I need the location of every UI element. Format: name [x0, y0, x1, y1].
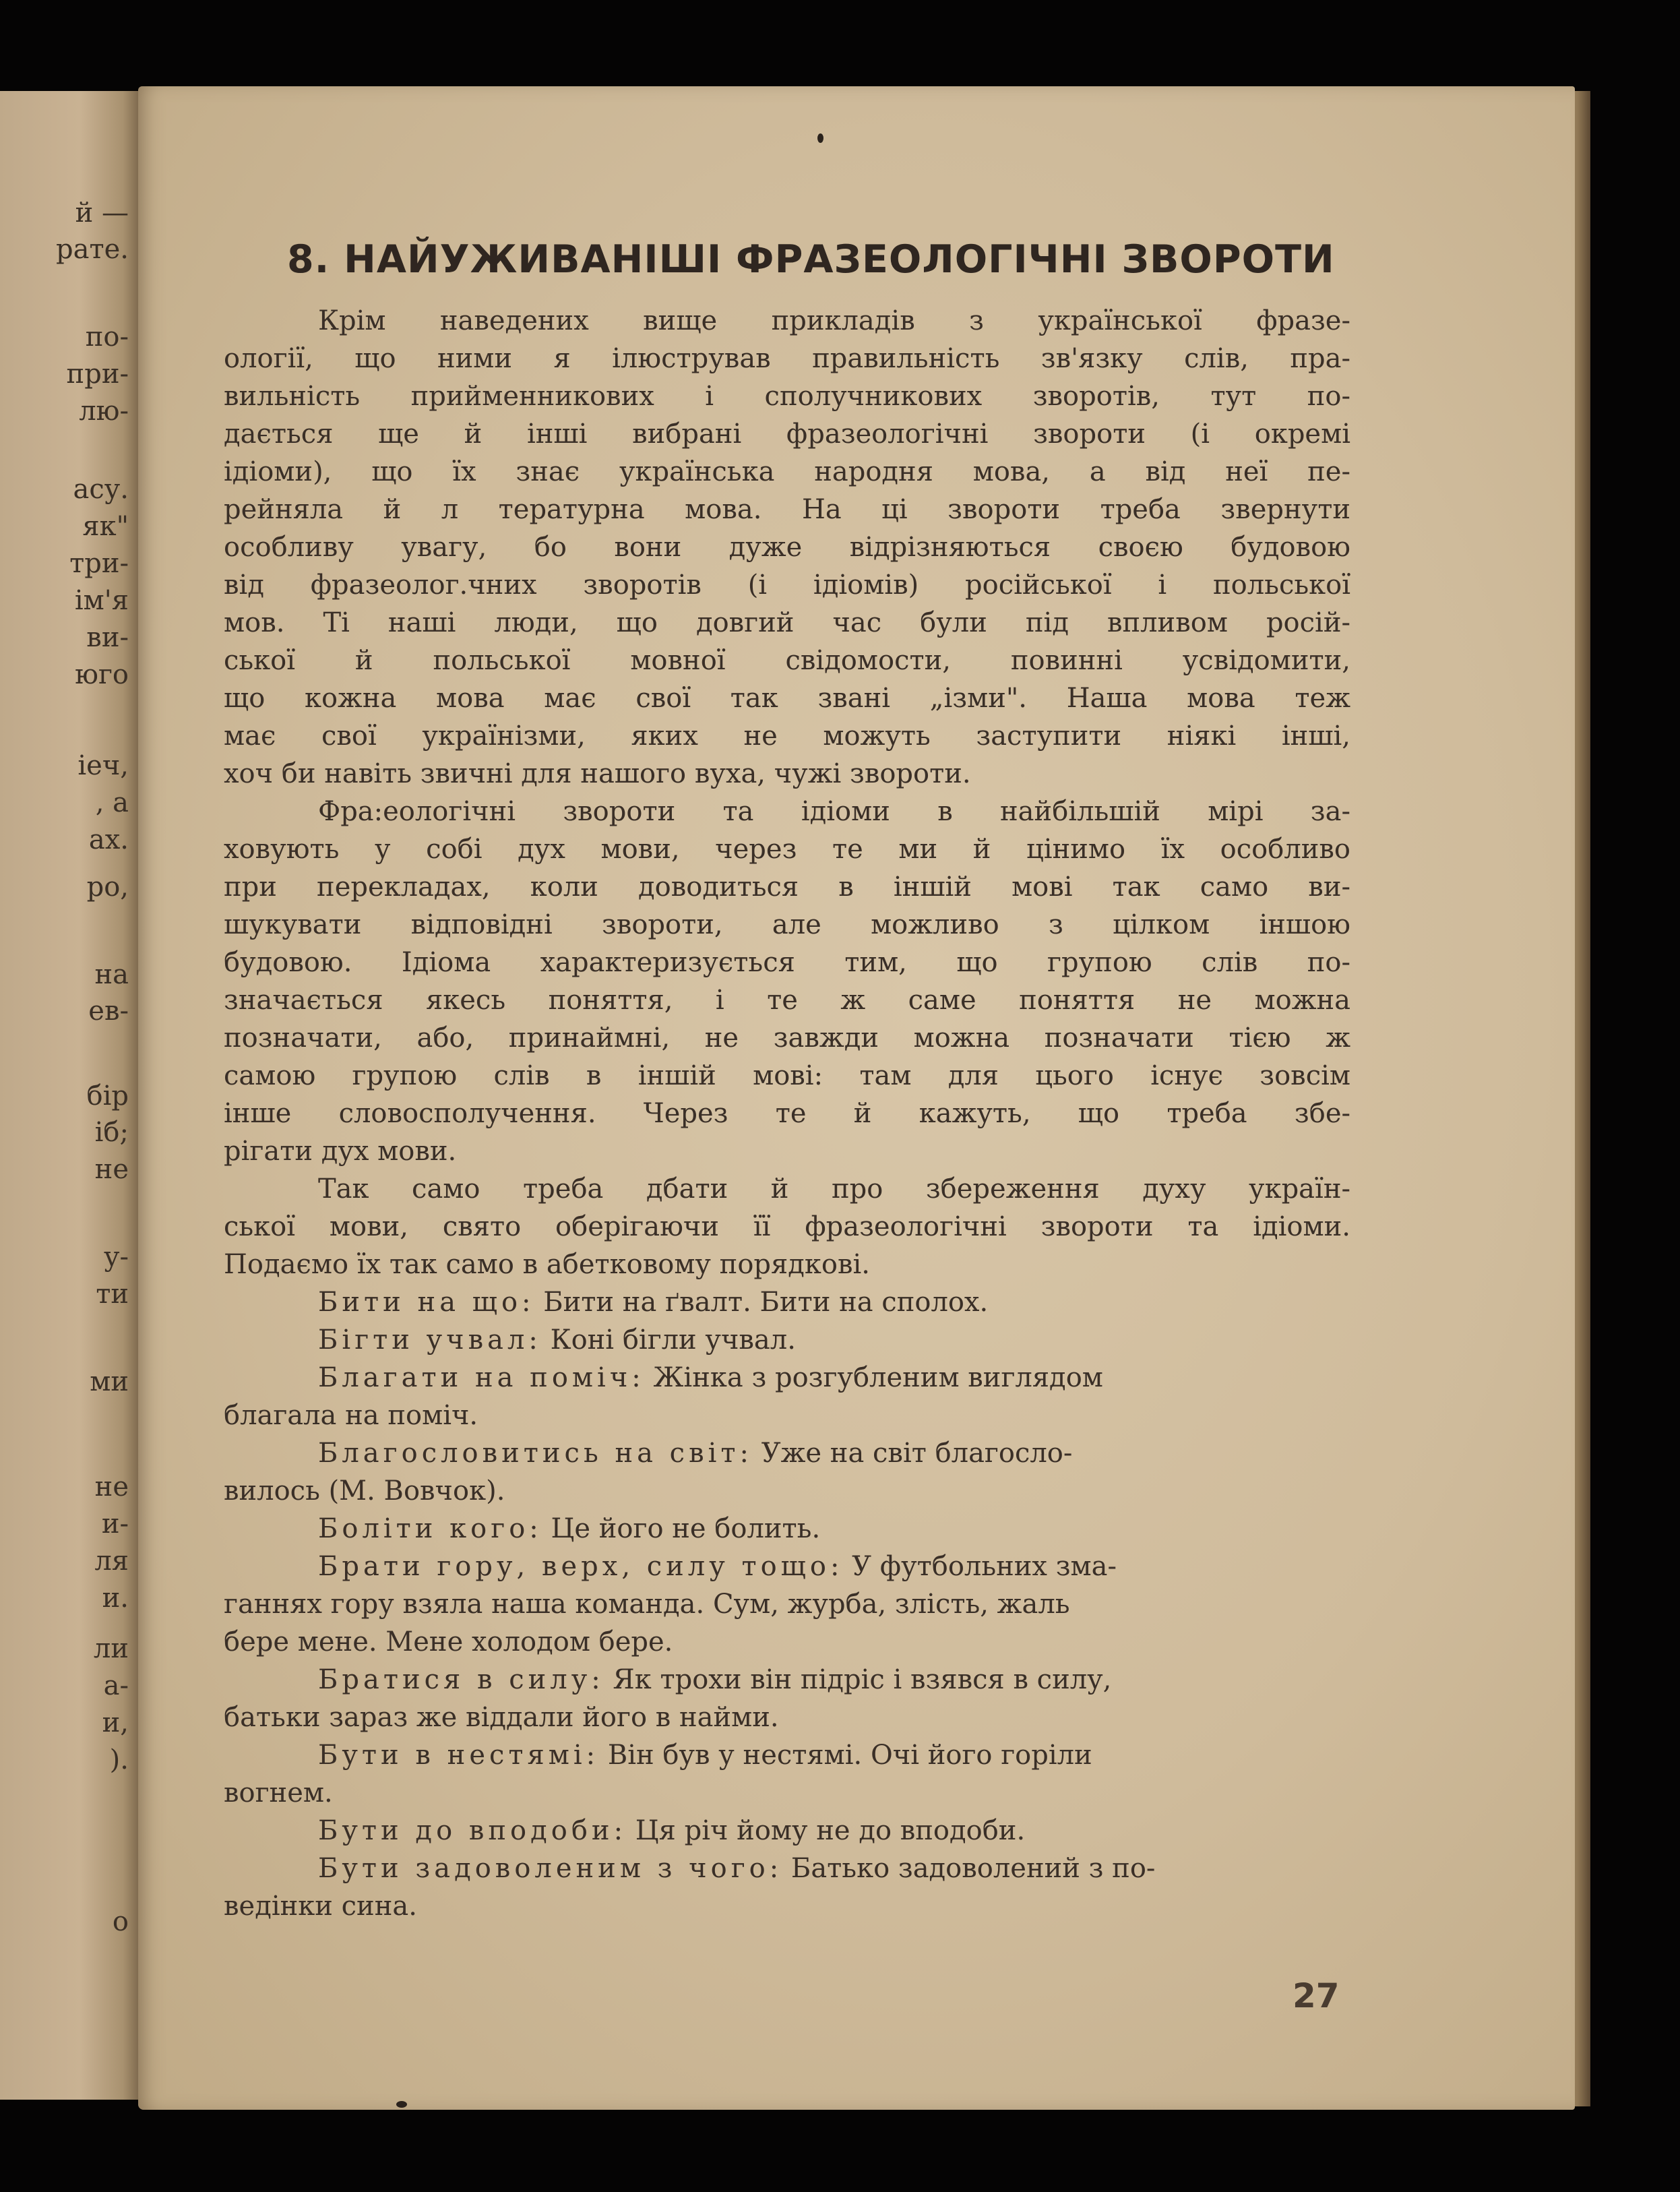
entry-term: Бути задоволеним з чого:: [318, 1853, 783, 1884]
text-line: мов. Ті наші люди, що довгий час були під впливом росій-: [224, 607, 1350, 638]
left-page-fragment: ев-: [88, 996, 129, 1027]
left-page-fragment: ро,: [86, 872, 129, 903]
entry-text: Ця річ йому не до вподоби.: [627, 1815, 1026, 1846]
left-page-fragment: іб;: [94, 1117, 129, 1148]
left-page-fragment: й —: [75, 197, 129, 229]
left-page-fragment: и.: [102, 1583, 129, 1614]
left-page-fragment: и,: [102, 1707, 129, 1738]
entry-text: Як трохи він підріс і взявся в силу,: [604, 1664, 1112, 1695]
text-line: має свої українізми, яких не можуть заступити ніякі інші,: [224, 721, 1350, 752]
entry-term: Бути до вподоби:: [318, 1815, 627, 1846]
left-page-fragment: и-: [101, 1509, 129, 1540]
entry-text: Це його не болить.: [542, 1513, 821, 1544]
text-line: Подаємо їх так само в абетковому порядкові.: [224, 1249, 871, 1280]
entry-text: благала на поміч.: [224, 1400, 478, 1431]
text-line: Фра:еологічні звороти та ідіоми в найбільшій мірі за-: [318, 796, 1350, 827]
left-page-fragment: не: [94, 1154, 129, 1185]
entry-text: Жінка з розгубленим виглядом: [644, 1362, 1103, 1393]
left-page-edge: [0, 91, 145, 2100]
text-line: що кожна мова має свої так звані „ізми". Наша мова теж: [224, 683, 1350, 714]
entry-text: батьки зараз же віддали його в найми.: [224, 1702, 779, 1733]
text-line: інше словосполучення. Через те й кажуть, що треба збе-: [224, 1098, 1350, 1129]
left-page-fragment: ля: [94, 1546, 129, 1577]
entry-term: Боліти кого:: [318, 1513, 542, 1544]
entry-line: [318, 1285, 1350, 1320]
left-page-fragment: рате.: [56, 234, 129, 265]
text-line: дається ще й інші вибрані фразеологічні звороти (і окремі: [224, 419, 1350, 450]
ink-speck: [817, 133, 823, 143]
left-page-fragment: о: [112, 1906, 129, 1937]
entry-line: [224, 1700, 1350, 1735]
left-page-fragment: на: [94, 959, 129, 990]
entry-line: [318, 1662, 1350, 1697]
text-line: від фразеолог.чних зворотів (і ідіомів) російської і польської: [224, 570, 1350, 601]
entry-line: [224, 1473, 1350, 1509]
entry-line: [224, 1775, 1350, 1810]
entry-term: Бути в нестямі:: [318, 1740, 600, 1771]
left-page-fragment: як": [82, 511, 129, 542]
left-page-fragment: ).: [109, 1744, 129, 1775]
left-page-fragment: юго: [75, 659, 129, 690]
left-page-fragment: а-: [103, 1670, 129, 1701]
left-page-fragment: бір: [86, 1080, 129, 1112]
entry-text: Батько задоволений з по-: [782, 1853, 1156, 1884]
entry-line: [318, 1436, 1350, 1471]
text-line: особливу увагу, бо вони дуже відрізняються своєю будовою: [224, 532, 1350, 563]
entry-line: [318, 1813, 1350, 1848]
entry-term: Бити на що:: [318, 1287, 535, 1318]
entry-line: [318, 1360, 1350, 1395]
text-line: рейняла й л тературна мова. На ці звороти треба звернути: [224, 494, 1350, 525]
left-page-fragment: ти: [96, 1279, 129, 1310]
left-page-fragment: ви-: [86, 622, 129, 653]
text-line: вильність прийменникових і сполучникових зворотів, тут по-: [224, 381, 1350, 412]
text-line: значається якесь поняття, і те ж саме поняття не можна: [224, 985, 1350, 1016]
text-line: при перекладах, коли доводиться в іншій мові так само ви-: [224, 872, 1350, 903]
text-line: ології, що ними я ілюстрував правильність зв'язку слів, пра-: [224, 343, 1350, 374]
left-page-fragment: по-: [85, 322, 129, 353]
left-page-fragment: ім'я: [74, 585, 129, 616]
text-line: самою групою слів в іншій мові: там для цього існує зовсім: [224, 1060, 1350, 1091]
entry-text: Бити на ґвалт. Бити на сполох.: [534, 1287, 989, 1318]
text-line: хоч би навіть звичні для нашого вуха, чужі звороти.: [224, 758, 971, 789]
entry-line: [318, 1549, 1350, 1584]
entry-line: [318, 1322, 1350, 1358]
entry-term: Благословитись на світ:: [318, 1438, 753, 1469]
entry-line: [318, 1738, 1350, 1773]
text-line: рігати дух мови.: [224, 1136, 457, 1167]
entry-text: Коні бігли учвал.: [541, 1325, 796, 1356]
left-page-fragment: у-: [103, 1242, 129, 1273]
text-line: ської мови, свято оберігаючи її фразеологічні звороти та ідіоми.: [224, 1211, 1350, 1242]
text-line: ідіоми), що їх знає українська народня мова, а від неї пе-: [224, 456, 1350, 487]
entry-line: [224, 1398, 1350, 1433]
entry-text: вилось (М. Вовчок).: [224, 1475, 505, 1506]
entry-term: Бігти учвал:: [318, 1325, 542, 1356]
left-page-fragment: асу.: [73, 474, 129, 505]
entry-line: [318, 1511, 1350, 1546]
text-line: Крім наведених вище прикладів з української фразе-: [318, 305, 1350, 336]
left-page-fragment: ах.: [88, 824, 129, 855]
section-title: 8. НАЙУЖИВАНІШІ ФРАЗЕОЛОГІЧНІ ЗВОРОТИ: [287, 237, 1335, 282]
entry-text: вогнем.: [224, 1777, 333, 1808]
text-line: ської й польської мовної свідомости, повинні усвідомити,: [224, 645, 1350, 676]
page-number: 27: [1293, 1976, 1340, 2015]
text-line: ховують у собі дух мови, через те ми й цінимо їх особливо: [224, 834, 1350, 865]
text-line: позначати, або, принаймні, не завжди можна позначати тією ж: [224, 1023, 1350, 1054]
entry-term: Братися в силу:: [318, 1664, 604, 1695]
entry-term: Брати гору, верх, силу тощо:: [318, 1551, 844, 1582]
text-line: будовою. Ідіома характеризується тим, що групою слів по-: [224, 947, 1350, 978]
entry-line: [224, 1587, 1350, 1622]
text-line: шукувати відповідні звороти, але можливо з цілком іншою: [224, 909, 1350, 940]
left-page-fragment: іеч,: [77, 750, 129, 781]
left-page-fragment: три-: [69, 548, 129, 579]
ink-speck: [396, 2101, 407, 2108]
left-page-fragment: не: [94, 1471, 129, 1502]
entry-text: Уже на світ благосло-: [753, 1438, 1073, 1469]
left-page-fragment: ли: [93, 1633, 129, 1664]
left-page-fragment: ми: [90, 1366, 129, 1397]
entry-text: У футбольних зма-: [843, 1551, 1117, 1582]
entry-term: Благати на поміч:: [318, 1362, 645, 1393]
left-page-fragment: , а: [95, 787, 129, 818]
entry-text: ганнях гору взяла наша команда. Сум, журба, злість, жаль: [224, 1589, 1070, 1620]
left-page-fragment: лю-: [79, 396, 129, 427]
entry-text: бере мене. Мене холодом бере.: [224, 1626, 673, 1657]
entry-text: ведінки сина.: [224, 1891, 417, 1922]
entry-line: [224, 1889, 1350, 1924]
entry-text: Він був у нестямі. Очі його горіли: [599, 1740, 1092, 1771]
entry-line: [224, 1624, 1350, 1660]
text-line: Так само треба дбати й про збереження духу україн-: [318, 1174, 1350, 1205]
left-page-fragment: при-: [66, 359, 129, 390]
entry-line: [318, 1851, 1350, 1886]
